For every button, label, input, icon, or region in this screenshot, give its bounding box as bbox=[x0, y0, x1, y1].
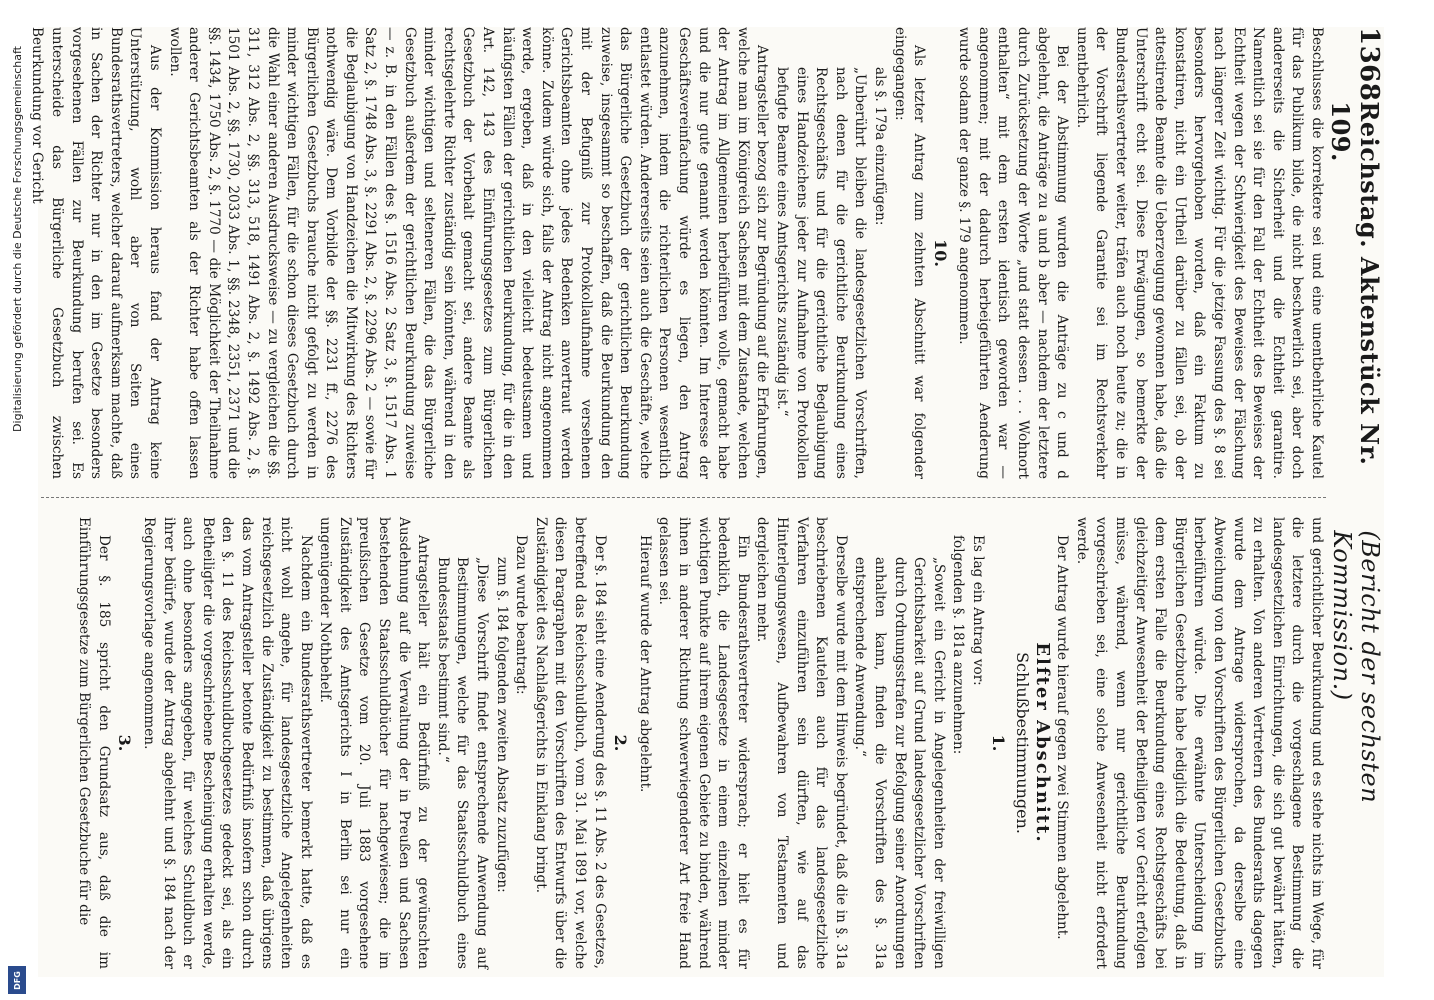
header-report: (Bericht der sechsten Kommission.) bbox=[1328, 530, 1384, 804]
right-paragraph: Antragsteller hält ein Bedürfniß zu der gewünschten Ausdehnung auf die Verwaltung der in Preußen und Sachsen bestehenden Staatsschuldbücher für nachgewiesen; die im preußischen Gesetze vom 20. Juli 1883 vorgesehene Zuständigkeit des Amtsgerichts I in Berlin sei nur ein ungenügender Nothbehelf. bbox=[317, 517, 432, 969]
motion-line: zum §. 184 folgenden zweiten Absatz zuzufügen: bbox=[493, 557, 510, 893]
right-paragraph: folgenden §. 181a anzunehmen: bbox=[950, 535, 967, 755]
right-column bbox=[41, 517, 1326, 969]
left-paragraph: Als letzter Antrag zum zehnten Abschnitt war folgender eingegangen: bbox=[891, 27, 928, 479]
left-paragraph: Aus der Kommission heraus fand der Antrag keine Unterstützung, wohl aber von Seiten eines Bundesrathsvertreters, welcher darauf aufmerksam machte, daß in Sachen der Richter nur in den im Gesetze besonders vorgesehenen Fällen zur Beurkundung berufen sei. Es unterscheide das Bürgerliche Gesetzbuch zwischen Beurkundung vor Gericht bbox=[29, 27, 163, 479]
right-paragraph: Nachdem ein Bundesrathsvertreter bemerkt hatte, daß es nicht wohl angehe, für landesgesetzliche Angelegenheiten reichsgesetzlich die Zuständigkeit zu bestimmen, daß übrigens das vom Antragsteller betonte Bedürfniß insofern schon durch den §. 11 des Reichsschuldbuchgesetzes gedeckt sei, als ein Betheiligter die vorgeschriebene Bescheinigung erhalten werde, auch ohne besonders angegeben, für welches Schuldbuch er ihrer bedürfe, wurde der Antrag abgelehnt und §. 184 nach der Regierungsvorlage angenommen. bbox=[140, 517, 314, 969]
item-number: 2. bbox=[611, 734, 631, 752]
section-title: Elfter Abschnitt. bbox=[1031, 642, 1053, 844]
dfg-logo: DFG bbox=[8, 966, 26, 994]
right-paragraph: Dazu wurde beantragt: bbox=[513, 535, 530, 695]
motion-line: als §. 179a einzufügen: bbox=[871, 67, 888, 226]
section-number: 10. bbox=[930, 239, 950, 267]
item-number: 3. bbox=[115, 734, 135, 752]
motion-quote: „Diese Vorschrift findet entsprechende Anwendung auf Bestimmungen, welche für das Staatsschuldbuch eines Bundesstaats bestimmt sind.“ bbox=[434, 557, 491, 969]
section-subtitle: Schlußbestimmungen. bbox=[1013, 652, 1033, 834]
credit-text: Digitalisierung gefördert durch die Deutsche Forschungsgemeinschaft bbox=[11, 46, 24, 432]
right-paragraph: Hierauf wurde der Antrag abgelehnt. bbox=[636, 535, 653, 793]
column-divider bbox=[41, 497, 1326, 499]
left-paragraph: Bei der Abstimmung wurden die Anträge zu c und d abgelehnt, die Anträge zu a und b aber — nachdem der letztere durch Zurücksetzung der Worte „und statt dessen . . . Wohnort enthalten“ mit dem ersten identisch geworden war — angenommen; mit der dadurch herbeigeführten Aenderung wurde sodann der ganze §. 179 angenommen. bbox=[956, 27, 1071, 479]
right-paragraph: Derselbe wurde mit dem Hinweis begründet, daß die in §. 31a beschriebenen Kautelen auch für das landesgesetzliche Verfahren einzuführen sein dürften, wie auf das Hinterlegungswesen, Aufbewahren von Testamenten und dergleichen mehr. bbox=[754, 517, 849, 969]
right-paragraph: Ein Bundesrathsvertreter widersprach; er hielt es für bedenklich, die Landesgesetze in einem einzelnen minder wichtigen Punkte auf ihrem eigenen Gebiete zu binden, während ihnen in anderer Richtung schwerwiegenderer Art freie Hand gelassen sei. bbox=[656, 517, 751, 969]
left-column bbox=[29, 27, 1326, 479]
motion-quote: „Soweit ein Gericht in Angelegenheiten der freiwilligen Gerichtsbarkeit auf Grund landesgesetzlicher Vorschriften durch Ordnungsstrafen zur Befolgung seiner Anordnungen anhalten kann, finden die Vorschriften des §. 31a entsprechende Anwendung.“ bbox=[852, 557, 947, 969]
right-paragraph: und gerichtlicher Beurkundung und es stehe nichts im Wege, für die letztere durch die vorgeschlagene Bestimmung die landesgesetzlichen Einrichtungen, die sich gut bewährt hätten, zu erhalten. Von anderen Vertretern des Bundesraths dagegen wurde dem Antrage widersprochen, da derselbe eine Abweichung von den Vorschriften des Bürgerlichen Gesetzbuchs herbeiführen würde. Die erwähnte Unterscheidung im Bürgerlichen Gesetzbuche habe lediglich die Bedeutung, daß in dem ersten Falle die Beurkundung eines Rechtsgeschäfts bei gleichzeitiger Anwesenheit der Betheiligten vor Gericht erfolgen müsse, während, wenn nur gerichtliche Beurkundung vorgeschrieben sei, eine solche Anwesenheit nicht erfordert werde. bbox=[1073, 517, 1325, 969]
motion-quote: „Unberührt bleiben die landesgesetzlichen Vorschriften, nach denen für die gerichtliche Beurkundung eines Rechtsgeschäfts und für die gerichtliche Beglaubigung eines Handzeichens jeder zur Aufnahme von Protokollen befugte Beamte eines Amtsgerichts zuständig ist.“ bbox=[773, 67, 869, 479]
left-paragraph: Antragsteller bezog sich zur Begründung auf die Erfahrungen, welche man im Königreich Sachsen mit dem Zustande, welchen der Antrag im Allgemeinen herbeiführen wolle, gemacht habe und die nur gute genannt werden könnten. Im Interesse der Geschäftsvereinfachung würde es liegen, den Antrag anzunehmen, indem die richterlichen Personen wesentlich entlastet würden. Andererseits seien auch die Geschäfte, welche das Bürgerliche Gesetzbuch der gerichtlichen Beurkundung zuweise, insgesammt so beschaffen, daß die Beurkundung den mit der Befugniß zur Protokollaufnahme versehenen Gerichtsbeamten ohne jedes Bedenken anvertraut werden könne. Zudem würde sich, falls der Antrag nicht angenommen werde, ergeben, daß in den vielleicht bedeutsamen und häufigsten Fällen der gerichtlichen Beurkundung, für die in den Art. 142, 143 des Einführungsgesetzes zum Bürgerlichen Gesetzbuch der Vorbehalt gemacht sei, andere Beamte als rechtsgelehrte Richter zuständig sein könnten, während in den minder wichtigen und selteneren Fällen, die das Bürgerliche Gesetzbuch außerdem der gerichtlichen Beurkundung zuweise — z. B. in den Fällen des §. 1516 Abs. 2 Satz 3, §. 1517 Abs. 1 Satz 2, §. 1748 Abs. 3, §. 2291 Abs. 2, §. 2296 Abs. 2 — sowie für die Beglaubigung von Handzeichen die Mitwirkung des Richters nothwendig wäre. Dem Vorbilde der §§. 2231 ff., 2276 des Bürgerlichen Gesetzbuchs brauche nicht gefolgt zu werden in minder wichtigen Fällen, für die schon dieses Gesetzbuch durch die Wahl einer anderen Ausdrucksweise — zu vergleichen die §§. 311, 312 Abs. 2, §§. 313, 518, 1491 Abs. 2, §. 1492 Abs. 2, §. 1501 Abs. 2, §§. 1730, 2033 Abs. 1, §§. 2348, 2351, 2371 und die §§. 1434, 1750 Abs. 2, §. 1770 — die Möglichkeit der Theilnahme anderer Gerichtsbeamten als der Richter habe offen lassen wollen. bbox=[166, 27, 771, 479]
right-paragraph: Der §. 185 spricht den Grundsatz aus, daß die im Einführungsgesetze zum Bürgerlichen Gesetzbuche für die bbox=[76, 517, 112, 969]
header-title: Reichstag. Aktenstück Nr. 109. bbox=[1326, 101, 1384, 466]
left-paragraph: Beschlusses die korrektere sei und eine unentbehrliche Kautel für das Publikum bilde, die nicht beschwerlich sei, aber doch andererseits die Sicherheit und die Echtheit garantire. Namentlich sei sie für den Fall der Echtheit des Beweises der Echtheit wegen der Schwierigkeit des Beweises der Fälschung nach längerer Zeit wichtig. Für die jetzige Fassung des §. 8 sei besonders hervorgehoben worden, daß ein Faktum zu konstatiren, nicht ein Urtheil darüber zu fällen sei, ob der attestirende Beamte die Ueberzeugung gewonnen habe, daß die Unterschrift echt sei. Diese Erwägungen, so bemerkte der Bundesrathsvertreter weiter, träfen auch noch heute zu; die in der Vorschrift liegende Garantie sei im Rechtsverkehr unentbehrlich. bbox=[1073, 27, 1325, 479]
page-header bbox=[1326, 27, 1384, 977]
item-number: 1. bbox=[989, 734, 1009, 752]
right-paragraph: Es lag ein Antrag vor: bbox=[969, 535, 986, 686]
page-number: 1368 bbox=[1354, 27, 1384, 102]
rotated-page bbox=[29, 27, 1384, 977]
digitization-credit bbox=[6, 6, 30, 986]
right-paragraph: Der §. 184 sieht eine Aenderung des §. 11 Abs. 2 des Gesetzes, betreffend das Reichsschuldbuch, vom 31. Mai 1891 vor, welche diesen Paragraphen mit den Vorschriften des Entwurfs über die Zuständigkeit des Nachlaßgerichts in Einklang bringt. bbox=[532, 517, 608, 969]
right-paragraph: Der Antrag wurde hierauf gegen zwei Stimmen abgelehnt. bbox=[1054, 535, 1071, 940]
